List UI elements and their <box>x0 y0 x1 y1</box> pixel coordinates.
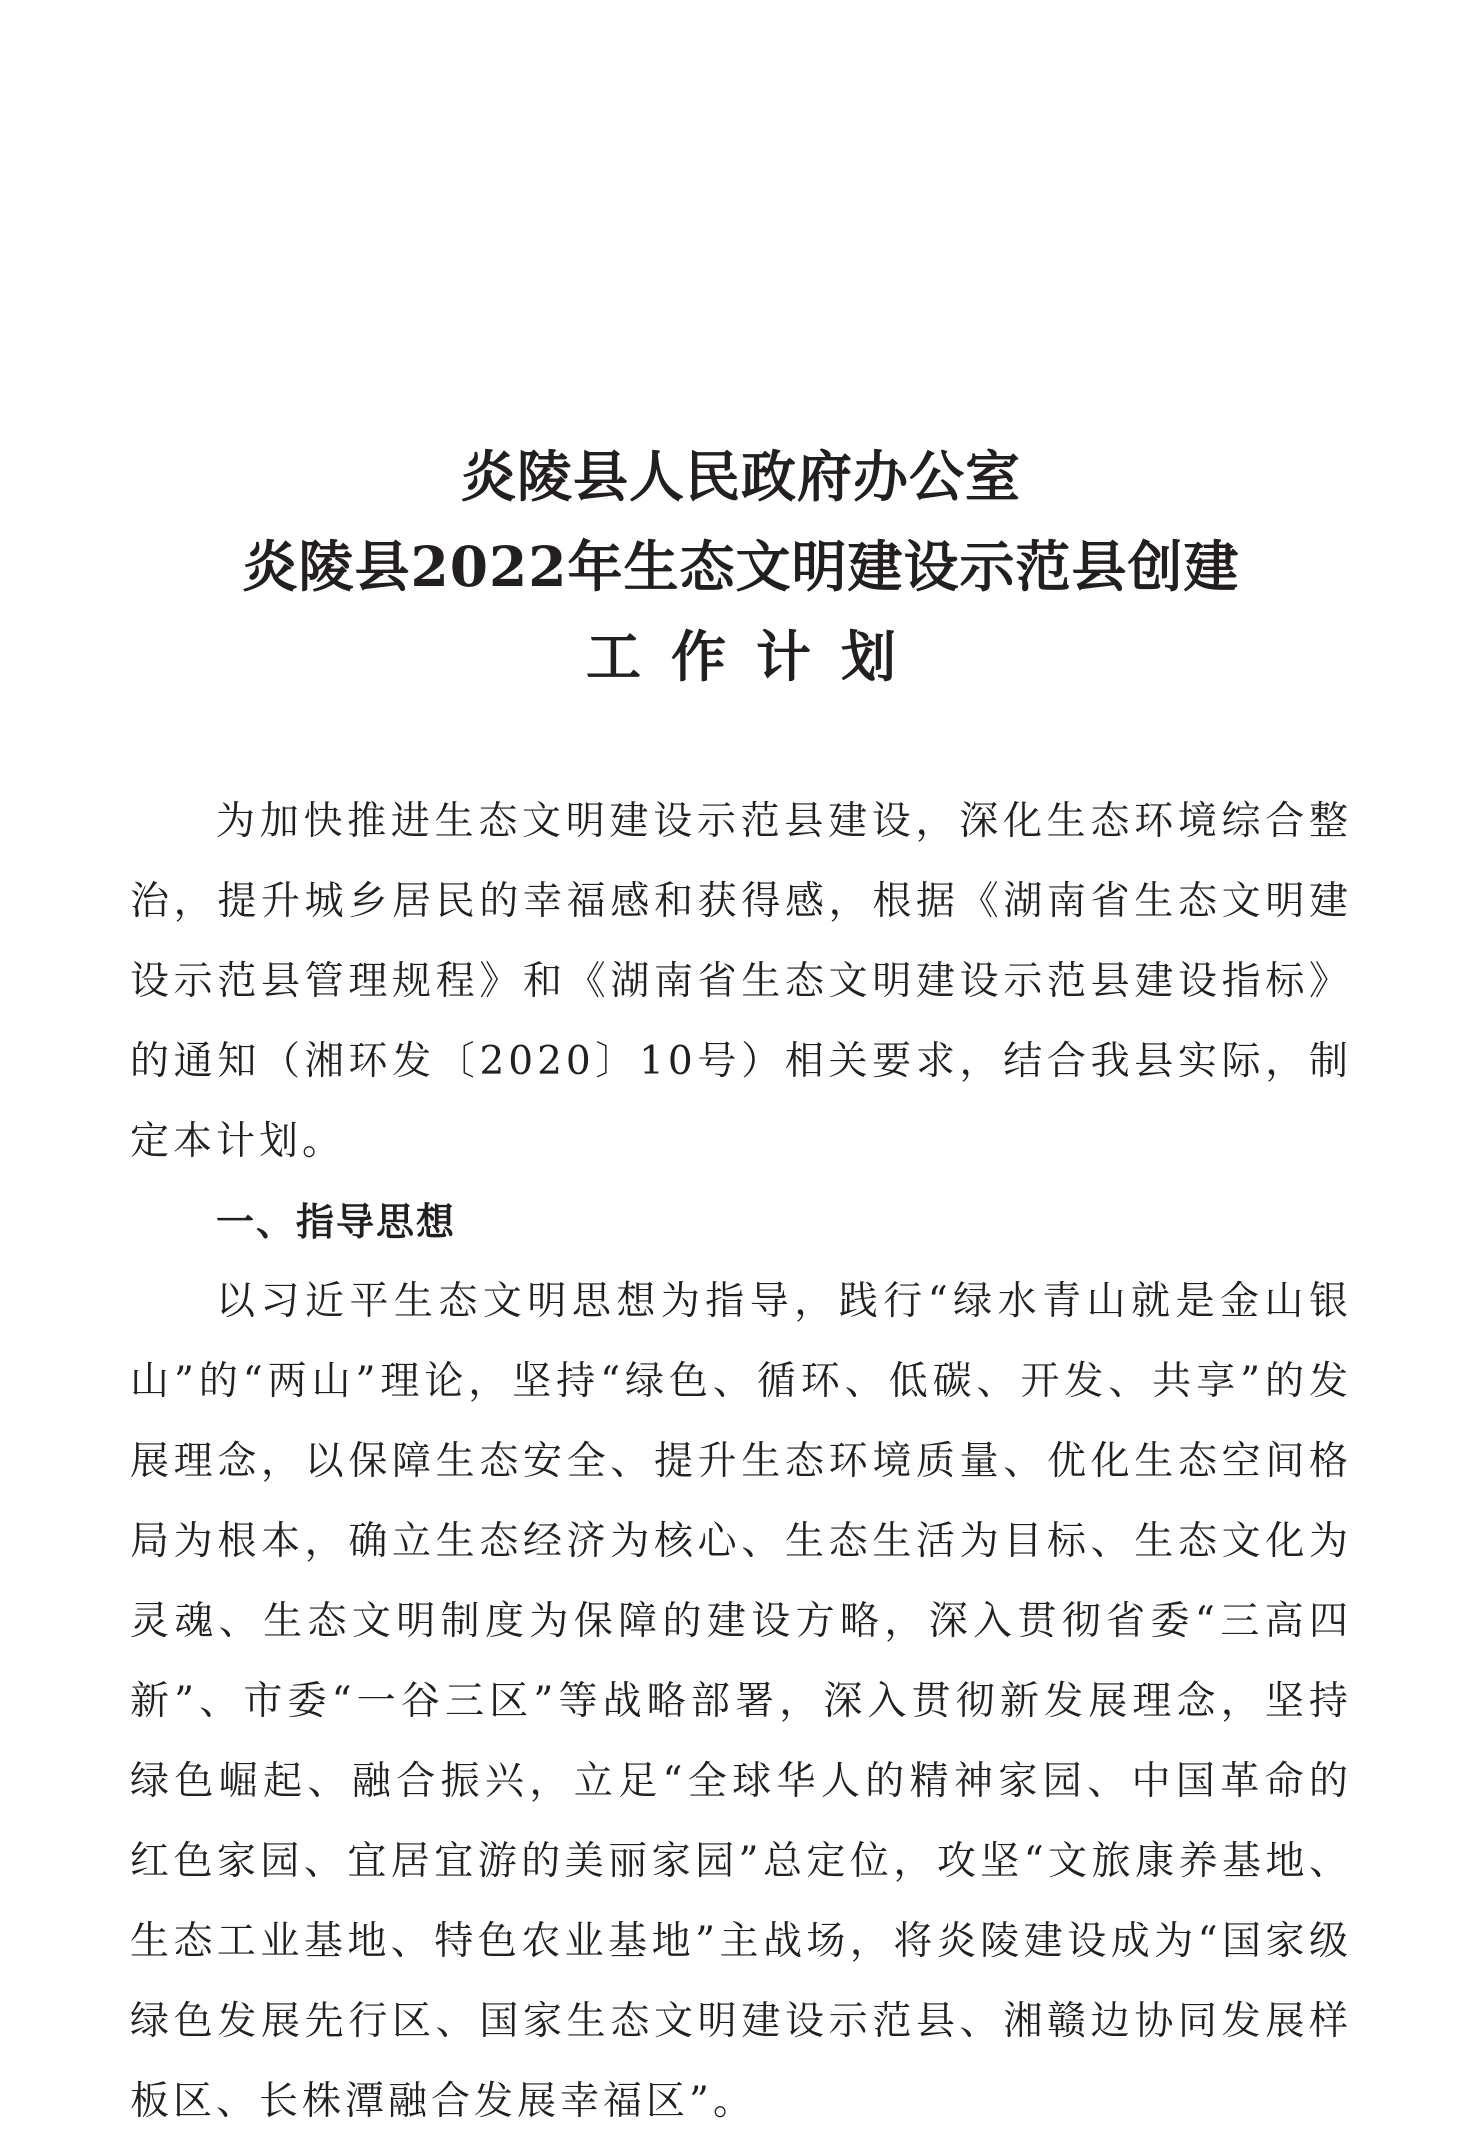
document-body <box>130 782 1352 2142</box>
section-heading-guiding-ideology: 一、指导思想 <box>216 1200 457 1244</box>
guiding-ideology-paragraph: 以习近平生态文明思想为指导，践行“绿水青山就是金山银山”的“两山”理论，坚持“绿色、循环、低碳、开发、共享”的发展理念，以保障生态安全、提升生态环境质量、优化生态空间格局为根本，确立生态经济为核心、生态生活为目标、生态文化为灵魂、生态文明制度为保障的建设方略，深入贯彻省委“三高四新”、市委“一谷三区”等战略部署，深入贯彻新发展理念，坚持绿色崛起、融合振兴，立足“全球华人的精神家园、中国革命的红色家园、宜居宜游的美丽家园”总定位，攻坚“文旅康养基地、生态工业基地、特色农业基地”主战场，将炎陵建设成为“国家级绿色发展先行区、国家生态文明建设示范县、湘赣边协同发展样板区、长株潭融合发展幸福区”。 <box>130 1279 1352 2124</box>
document-title <box>0 432 1482 702</box>
title-issuer: 炎陵县人民政府办公室 <box>460 444 1021 509</box>
title-subject: 炎陵县2022年生态文明建设示范县创建 <box>242 534 1240 599</box>
intro-paragraph: 为加快推进生态文明建设示范县建设，深化生态环境综合整治，提升城乡居民的幸福感和获得感，根据《湖南省生态文明建设示范县管理规程》和《湖南省生态文明建设示范县建设指标》的通知（湘环发〔2020〕10号）相关要求，结合我县实际，制定本计划。 <box>130 799 1352 1164</box>
title-plan: 工作计划 <box>585 624 926 689</box>
